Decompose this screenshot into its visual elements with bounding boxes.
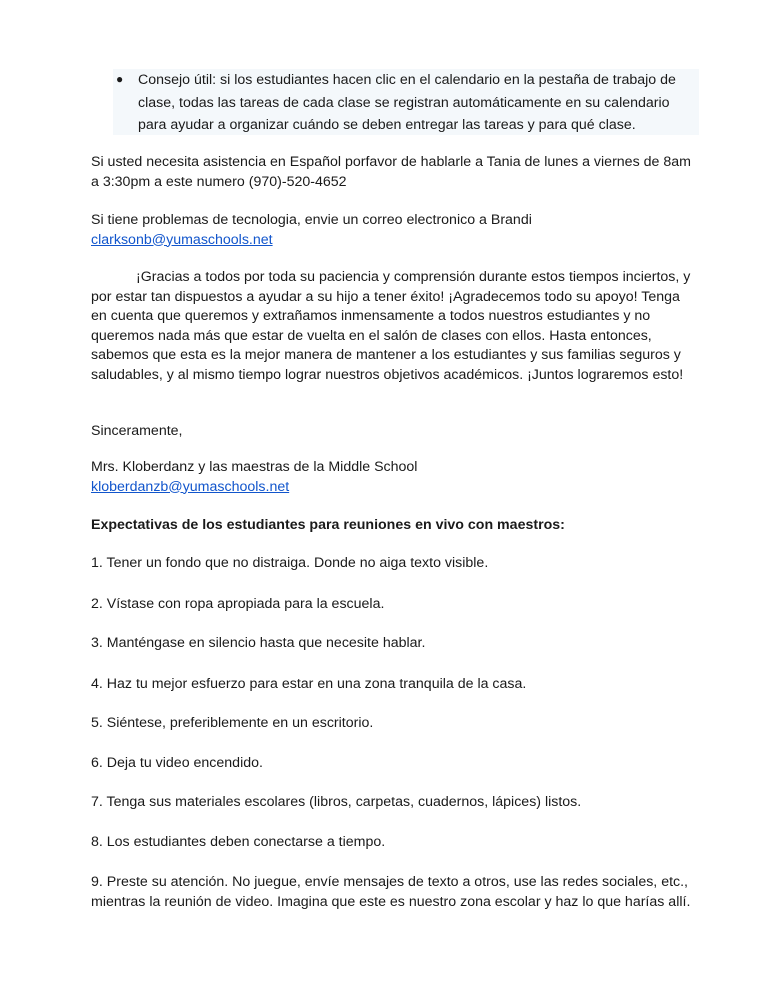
expectation-item: 1. Tener un fondo que no distraiga. Donde no aiga texto visible. bbox=[91, 555, 489, 571]
tip-text: Consejo útil: si los estudiantes hacen clic en el calendario en la pestaña de trabajo de clase, todas las tareas de cada clase se registran automáticamente en su calendario para ayudar a organizar cuándo se deben entregar las tareas y para qué clase. bbox=[138, 72, 676, 133]
signature-name: Mrs. Kloberdanz y las maestras de la Middle School bbox=[91, 459, 418, 475]
tech-support-email-link[interactable]: clarksonb@yumaschools.net bbox=[91, 231, 273, 248]
expectation-item: 6. Deja tu video encendido. bbox=[91, 755, 263, 771]
spanish-assistance-paragraph: Si usted necesita asistencia en Español porfavor de hablarle a Tania de lunes a viernes de 8am a 3:30pm a este numero (970)-520-4652 bbox=[91, 154, 691, 190]
expectation-item: 7. Tenga sus materiales escolares (libros, carpetas, cuadernos, lápices) listos. bbox=[91, 794, 582, 810]
expectations-heading: Expectativas de los estudiantes para reuniones en vivo con maestros: bbox=[91, 517, 565, 533]
closing-text: Sinceramente, bbox=[91, 423, 183, 439]
expectation-item: 8. Los estudiantes deben conectarse a tiempo. bbox=[91, 834, 386, 850]
tech-support-text: Si tiene problemas de tecnologia, envie un correo electronico a Brandi bbox=[91, 212, 532, 228]
expectation-item: 9. Preste su atención. No juegue, envíe mensajes de texto a otros, use las redes sociales, etc., mientras la reunión de video. Imagina que este es nuestro zona escolar y haz lo que harías allí. bbox=[91, 874, 691, 910]
expectation-item: 5. Siéntese, preferiblemente en un escritorio. bbox=[91, 715, 374, 731]
expectation-item: 2. Vístase con ropa apropiada para la escuela. bbox=[91, 596, 385, 612]
tech-support-paragraph bbox=[91, 211, 696, 250]
signature-block bbox=[91, 458, 696, 497]
expectation-item: 4. Haz tu mejor esfuerzo para estar en una zona tranquila de la casa. bbox=[91, 676, 527, 692]
thanks-paragraph: ¡Gracias a todos por toda su paciencia y comprensión durante estos tiempos inciertos, y por estar tan dispuestos a ayudar a su hijo a tener éxito! ¡Agradecemos todo su apoyo! Tenga en cuenta que queremos y extrañamos inmensamente a todos nuestros estudiantes y no queremos nada más que estar de vuelta en el salón de clases con ellos. Hasta entonces, sabemos que esta es la mejor manera de mantener a los estudiantes y sus familias seguros y saludables, y al mismo tiempo lograr nuestros objetivos académicos. ¡Juntos lograremos esto! bbox=[91, 269, 691, 383]
signature-email-link[interactable]: kloberdanzb@yumaschools.net bbox=[91, 478, 290, 495]
bullet-icon: ● bbox=[116, 72, 124, 86]
expectation-item: 3. Manténgase en silencio hasta que necesite hablar. bbox=[91, 635, 426, 651]
